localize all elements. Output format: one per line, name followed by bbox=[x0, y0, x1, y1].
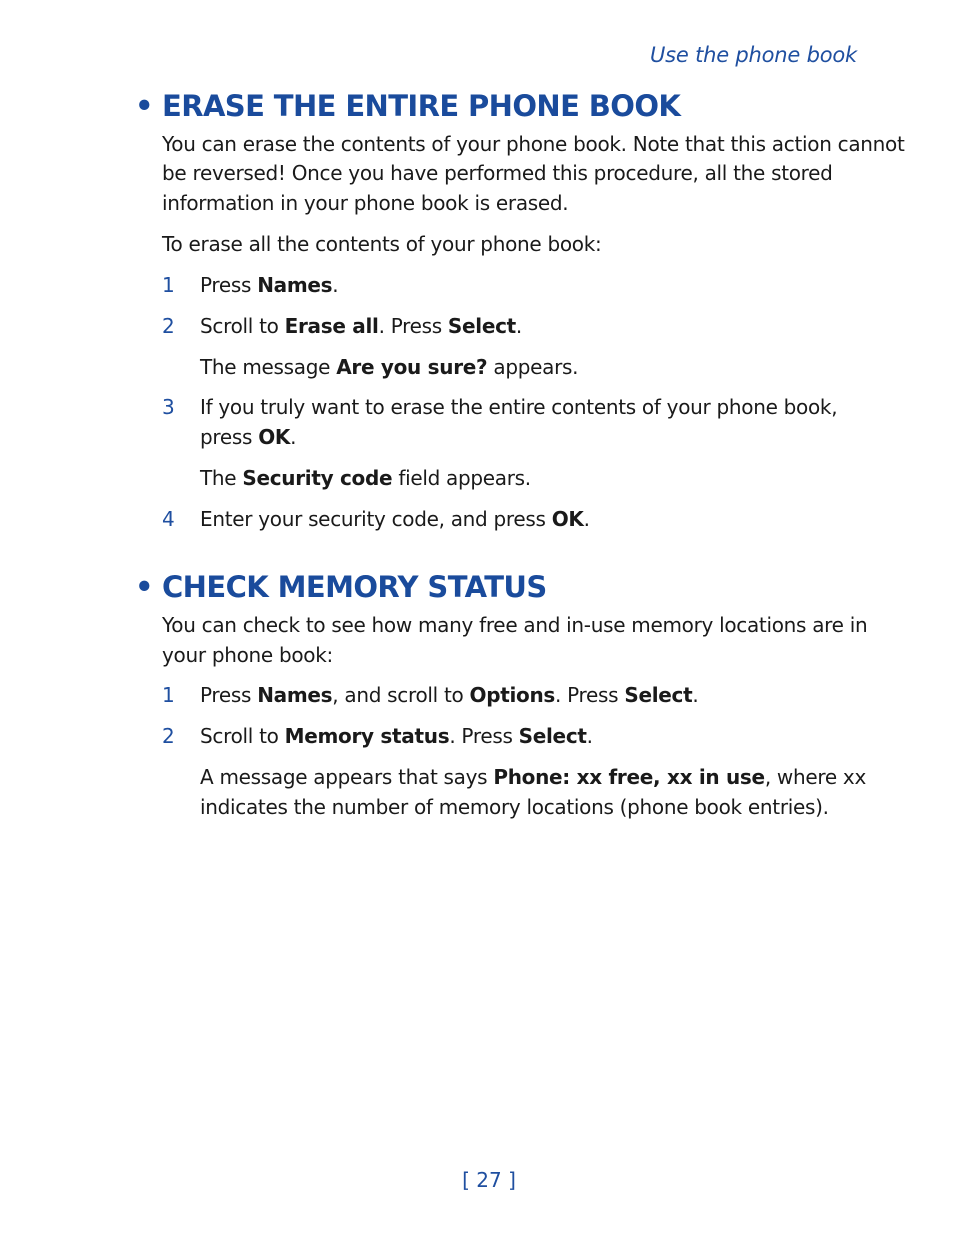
page-number: [ 27 ] bbox=[462, 1168, 516, 1192]
section-title-memory bbox=[135, 570, 547, 604]
step-number: 2 bbox=[162, 724, 175, 748]
erase-step-3-line-2: press OK. bbox=[200, 425, 297, 449]
memory-intro-line-2: your phone book: bbox=[162, 643, 333, 667]
running-header: Use the phone book bbox=[649, 43, 857, 67]
erase-intro-line-1: You can erase the contents of your phone book. Note that this action cannot bbox=[162, 132, 905, 156]
erase-step-2: Scroll to Erase all. Press Select. bbox=[200, 314, 522, 338]
step-number: 1 bbox=[162, 273, 175, 297]
memory-step-2: Scroll to Memory status. Press Select. bbox=[200, 724, 593, 748]
erase-note-are-you-sure: The message Are you sure? appears. bbox=[200, 355, 579, 379]
step-number: 2 bbox=[162, 314, 175, 338]
erase-step-3-line-1: If you truly want to erase the entire contents of your phone book, bbox=[200, 395, 838, 419]
erase-intro-line-3: information in your phone book is erased. bbox=[162, 191, 569, 215]
step-number: 1 bbox=[162, 683, 175, 707]
memory-note-line-2: indicates the number of memory locations (phone book entries). bbox=[200, 795, 829, 819]
section-title-erase bbox=[135, 89, 680, 123]
memory-note-line-1: A message appears that says Phone: xx free, xx in use, where xx bbox=[200, 765, 866, 789]
erase-step-1: Press Names. bbox=[200, 273, 339, 297]
erase-lead: To erase all the contents of your phone book: bbox=[162, 232, 602, 256]
memory-intro-line-1: You can check to see how many free and in-use memory locations are in bbox=[162, 613, 868, 637]
bullet-icon: • bbox=[135, 570, 153, 604]
bullet-icon: • bbox=[135, 89, 153, 123]
section-title-text: CHECK MEMORY STATUS bbox=[162, 570, 547, 604]
section-title-text: ERASE THE ENTIRE PHONE BOOK bbox=[162, 89, 681, 123]
erase-step-4: Enter your security code, and press OK. bbox=[200, 507, 590, 531]
erase-note-security-code: The Security code field appears. bbox=[200, 466, 531, 490]
memory-step-1: Press Names, and scroll to Options. Press Select. bbox=[200, 683, 699, 707]
step-number: 3 bbox=[162, 395, 175, 419]
erase-intro-line-2: be reversed! Once you have performed this procedure, all the stored bbox=[162, 161, 833, 185]
step-number: 4 bbox=[162, 507, 175, 531]
